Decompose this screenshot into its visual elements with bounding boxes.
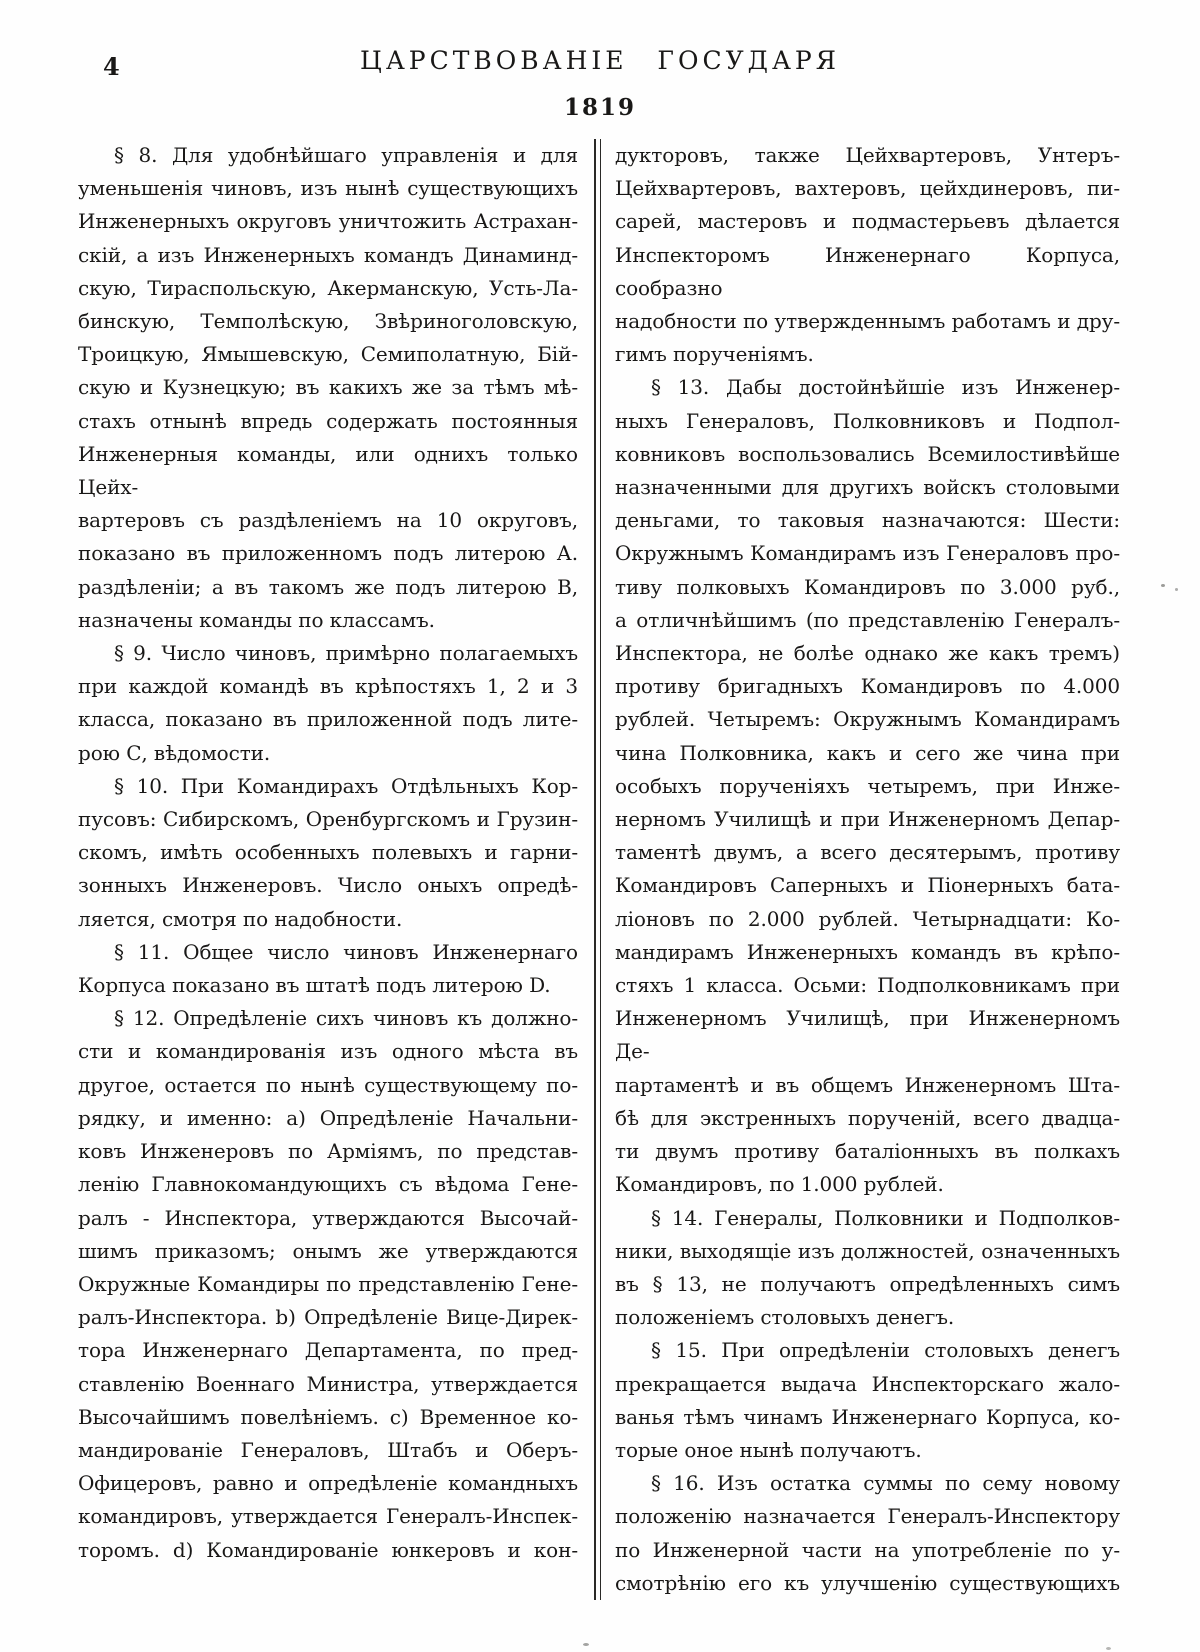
text-line: деньгами, то таковыя назначаются: Шести: xyxy=(615,508,1120,533)
text-line: скомъ, имѣть особенныхъ полевыхъ и гарни- xyxy=(78,840,578,865)
text-line: стяхъ 1 класса. Осьми: Подполковникамъ при xyxy=(615,973,1120,998)
text-line: скую, Тираспольскую, Акерманскую, Усть-Ла- xyxy=(78,275,578,300)
text-line: Инженерныхъ округовъ уничтожить Астрахан- xyxy=(78,209,578,234)
text-line: § 9. Число чиновъ, примѣрно полагаемыхъ xyxy=(114,641,578,666)
text-line: § 11. Общее число чиновъ Инженернаго xyxy=(114,939,578,964)
text-line: положенію назначается Генералъ-Инспектору xyxy=(615,1504,1120,1529)
text-line: рядку, и именно: а) Опредѣленіе Начальни- xyxy=(78,1105,578,1130)
scan-speck xyxy=(1161,584,1165,587)
text-line: пусовъ: Сибирскомъ, Оренбургскомъ и Грузин- xyxy=(78,807,578,832)
text-line: § 8. Для удобнѣйшаго управленія и для xyxy=(114,143,578,167)
scan-speck xyxy=(1175,588,1178,591)
text-line: нерномъ Училищѣ и при Инженерномъ Депар- xyxy=(615,807,1120,832)
text-line: Офицеровъ, равно и опредѣленіе командныхъ xyxy=(78,1471,578,1496)
text-line: Окружнымъ Командирамъ изъ Генераловъ про- xyxy=(615,541,1120,566)
text-line: въ § 13, не получаютъ опредѣленныхъ симъ xyxy=(615,1271,1120,1296)
text-line: раздѣленіи; а въ такомъ же подъ литерою В, xyxy=(78,574,578,599)
text-line: тиву полковыхъ Командировъ по 3.000 руб., xyxy=(615,574,1120,599)
column-divider xyxy=(594,139,601,1600)
text-line: надобности по утвержденнымъ работамъ и дру- xyxy=(615,309,1120,334)
text-line: Инспектора, не болѣе однако же какъ тремъ) xyxy=(615,641,1120,666)
text-line: назначенными для другихъ войскъ столовыми xyxy=(615,475,1120,500)
text-line: гимъ порученіямъ. xyxy=(615,342,814,367)
text-line: мандирамъ Инженерныхъ командъ въ крѣпо- xyxy=(615,939,1120,964)
scan-speck xyxy=(1106,1647,1111,1650)
text-line: § 10. При Командирахъ Отдѣльныхъ Кор- xyxy=(114,773,578,798)
text-line: при каждой командѣ въ крѣпостяхъ 1, 2 и 3 xyxy=(78,674,578,699)
text-line: другое, остается по нынѣ существующему по- xyxy=(78,1072,578,1097)
year-heading: 1819 xyxy=(563,94,636,121)
text-line: а отличнѣйшимъ (по представленію Генералъ- xyxy=(615,607,1120,632)
text-line: Командировъ, по 1.000 рублей. xyxy=(615,1172,944,1197)
text-line: командировъ, утверждается Генералъ-Инспек- xyxy=(78,1504,578,1529)
text-line: назначены команды по классамъ. xyxy=(78,607,435,632)
text-line: Инженерномъ Училищѣ, при Инженерномъ Де- xyxy=(615,1006,1120,1064)
text-line: дукторовъ, также Цейхвартеровъ, Унтеръ- xyxy=(615,143,1120,167)
text-line: стахъ отнынѣ впредь содержать постоянныя xyxy=(78,408,578,433)
text-line: ковъ Инженеровъ по Арміямъ, по представ- xyxy=(78,1139,578,1164)
text-line: § 12. Опредѣленіе сихъ чиновъ къ должно- xyxy=(114,1006,578,1031)
text-line: по Инженерной части на употребленіе по у- xyxy=(615,1537,1120,1562)
text-line: бѣ для экстренныхъ порученій, всего двадца- xyxy=(615,1105,1120,1130)
text-line: ники, выходящіе изъ должностей, означенныхъ xyxy=(615,1238,1120,1263)
text-line: Инженерныя команды, или однихъ только Цейх- xyxy=(78,441,578,500)
text-line: Высочайшимъ повелѣніемъ. c) Временное ко- xyxy=(78,1404,578,1429)
text-line: показано въ приложенномъ подъ литерою А. xyxy=(78,541,578,566)
text-line: чина Полковника, какъ и сего же чина при xyxy=(615,740,1120,765)
running-title: ЦАРСТВОВАНІЕ ГОСУДАРЯ xyxy=(360,46,840,75)
text-line: ставленію Военнаго Министра, утверждается xyxy=(78,1371,578,1396)
text-columns xyxy=(0,139,1200,1600)
text-line: таментѣ двумъ, а всего десятерымъ, противу xyxy=(615,840,1120,865)
text-line: Окружные Командиры по представленію Гене- xyxy=(78,1271,578,1296)
text-line: ліоновъ по 2.000 рублей. Четырнадцати: Ко- xyxy=(615,906,1120,931)
text-line: Инспекторомъ Инженернаго Корпуса, сообразно xyxy=(615,242,1120,300)
text-line: вартеровъ съ раздѣленіемъ на 10 округовъ, xyxy=(78,508,578,533)
page-number: 4 xyxy=(103,52,120,81)
text-line: уменьшенія чиновъ, изъ нынѣ существующихъ xyxy=(78,176,578,201)
text-line: бинскую, Темполѣскую, Звѣриноголовскую, xyxy=(78,309,578,334)
text-line: рублей. Четыремъ: Окружнымъ Командирамъ xyxy=(615,707,1120,732)
text-line: § 16. Изъ остатка суммы по сему новому xyxy=(651,1471,1120,1496)
text-line: зонныхъ Инженеровъ. Число оныхъ опредѣ- xyxy=(78,873,578,898)
text-line: особыхъ порученіяхъ четыремъ, при Инже- xyxy=(615,773,1120,798)
right-column xyxy=(615,139,1120,1600)
text-line: ныхъ Генераловъ, Полковниковъ и Подпол- xyxy=(615,408,1120,433)
text-line: ленію Главнокомандующихъ съ вѣдома Гене- xyxy=(78,1172,578,1197)
text-line: Цейхвартеровъ, вахтеровъ, цейхдинеровъ, пи- xyxy=(615,176,1120,201)
text-line: ралъ-Инспектора. b) Опредѣленіе Вице-Дирек- xyxy=(78,1305,578,1330)
scan-speck xyxy=(583,1643,589,1646)
text-line: тора Инженернаго Департамента, по пред- xyxy=(78,1338,578,1363)
text-line: Корпуса показано въ штатѣ подъ литерою D. xyxy=(78,973,551,998)
text-line: § 13. Дабы достойнѣйшіе изъ Инженер- xyxy=(651,375,1120,400)
text-line: шимъ приказомъ; онымъ же утверждаются xyxy=(78,1238,578,1263)
text-line: рою С, вѣдомости. xyxy=(78,740,271,765)
text-line: смотрѣнію его къ улучшенію существующихъ xyxy=(615,1570,1120,1595)
text-line: Троицкую, Ямышевскую, Семиполатную, Бій- xyxy=(78,342,578,367)
text-line: скую и Кузнецкую; въ какихъ же за тѣмъ мѣ- xyxy=(78,375,578,400)
text-line: сарей, мастеровъ и подмастерьевъ дѣлается xyxy=(615,209,1120,234)
text-line: ралъ - Инспектора, утверждаются Высочай- xyxy=(78,1205,578,1230)
text-line: ляется, смотря по надобности. xyxy=(78,906,403,931)
text-line: сти и командированія изъ одного мѣста въ xyxy=(78,1039,578,1064)
text-line: класса, показано въ приложенной подъ лите- xyxy=(78,707,578,732)
text-line: ти двумъ противу баталіонныхъ въ полкахъ xyxy=(615,1139,1120,1164)
text-line: торомъ. d) Командированіе юнкеровъ и кон- xyxy=(78,1537,578,1562)
text-line: ванья тѣмъ чинамъ Инженернаго Корпуса, ко- xyxy=(615,1404,1120,1429)
text-line: мандированіе Генераловъ, Штабъ и Оберъ- xyxy=(78,1437,578,1462)
text-line: положеніемъ столовыхъ денегъ. xyxy=(615,1305,955,1330)
text-line: торые оное нынѣ получаютъ. xyxy=(615,1437,922,1462)
left-column xyxy=(78,139,578,1600)
text-line: Командировъ Саперныхъ и Піонерныхъ бата- xyxy=(615,873,1120,898)
text-line: партаментѣ и въ общемъ Инженерномъ Шта- xyxy=(615,1072,1120,1097)
text-line: ковниковъ воспользовались Всемилостивѣйше xyxy=(615,441,1120,466)
text-line: § 14. Генералы, Полковники и Подполков- xyxy=(651,1205,1120,1230)
text-line: скій, а изъ Инженерныхъ командъ Динаминд- xyxy=(78,242,578,267)
text-line: прекращается выдача Инспекторскаго жало- xyxy=(615,1371,1120,1396)
text-line: противу бригадныхъ Командировъ по 4.000 xyxy=(615,674,1120,699)
text-line: § 15. При опредѣленіи столовыхъ денегъ xyxy=(651,1338,1120,1363)
